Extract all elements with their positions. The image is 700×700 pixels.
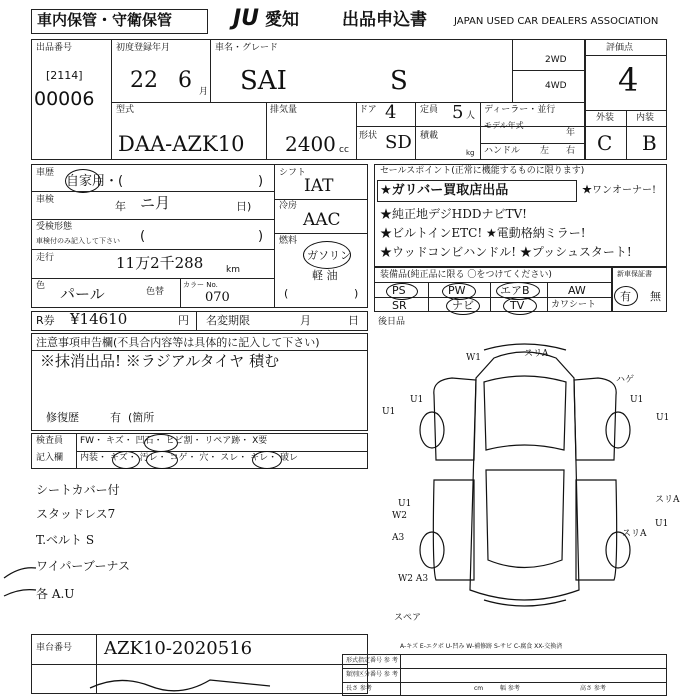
equip-tv-circle	[503, 297, 537, 315]
new-guarantee-yes-circle	[614, 286, 638, 306]
mark-right-5: U1	[655, 519, 669, 529]
accept-form-note: 車検付のみ記入して下さい	[36, 237, 120, 245]
inspector-label-1: 検査員	[36, 436, 64, 446]
history-label: 車歴	[36, 168, 55, 178]
notes-line-1: ※抹消出品! ※ラジアルタイヤ 積む	[40, 352, 280, 370]
equip-airbag[interactable]: エアB	[500, 284, 530, 297]
accept-form-open: (	[140, 229, 146, 244]
inspection-day-mark: 日)	[236, 200, 252, 213]
car-grade: S	[390, 66, 408, 96]
inspector-fw[interactable]: FW	[80, 436, 95, 446]
capacity-value: 5	[452, 102, 464, 123]
fuel-diesel[interactable]: 軽 油	[312, 269, 338, 282]
color-value: パール	[60, 285, 105, 303]
footer-unit: cm	[474, 685, 484, 692]
inspection-label: 車検	[36, 195, 55, 205]
shift-value: IAT	[304, 176, 334, 196]
mark-top-suri: スリA	[524, 349, 549, 359]
fuel-close: )	[354, 287, 359, 300]
aircon-value: AAC	[303, 210, 341, 230]
interior-dirt[interactable]: 汚レ	[139, 453, 158, 463]
memo-line-3: T.ベルト S	[36, 533, 95, 547]
document-title: 出品申込書	[342, 10, 427, 30]
interior-tear[interactable]: 破レ	[279, 453, 298, 463]
inspector-crack[interactable]: ヒビ割	[165, 436, 193, 446]
car-name-label: 車名・グレード	[215, 43, 279, 53]
mark-left-2: U1	[382, 407, 396, 417]
shape-value: SD	[385, 132, 412, 153]
mark-right-1: U1	[630, 395, 644, 405]
color-label: 色	[36, 281, 46, 291]
mark-top-w1: W1	[466, 353, 481, 363]
memo-line-2: スタッドレス7	[36, 507, 116, 521]
inspector-repair[interactable]: リペア跡	[204, 436, 241, 446]
equip-ps-circle	[386, 283, 418, 300]
mark-right-4: スリA	[622, 529, 647, 539]
load-label: 積載	[420, 131, 439, 141]
equip-sr[interactable]: SR	[392, 299, 407, 312]
name-change-month: 月	[300, 314, 311, 327]
handle-left[interactable]: 左	[540, 146, 550, 156]
name-change-label: 名変期限	[206, 314, 250, 327]
new-guarantee-label: 新車保証書	[617, 270, 652, 278]
car-name: SAI	[240, 66, 287, 96]
organization-name: JAPAN USED CAR DEALERS ASSOCIATION	[454, 16, 659, 27]
footer-r1: 形式指定番号 参 考	[346, 657, 398, 664]
score-label: 評価点	[606, 43, 634, 53]
memo-line-4: ワイパーブーナス	[36, 559, 130, 573]
equip-navi-circle	[446, 297, 480, 315]
registration-year: 22	[130, 68, 158, 93]
interior-cut[interactable]: キレ	[250, 453, 269, 463]
new-guarantee-yes[interactable]: 有	[620, 290, 631, 303]
fuel-open: (	[284, 287, 289, 300]
lot-number: 00006	[34, 88, 95, 110]
mark-left-3: W2	[392, 511, 407, 521]
sales-line-4: ★ウッドコンビハンドル! ★プッシュスタート!	[380, 245, 632, 259]
doors-label: ドア	[359, 105, 377, 115]
sales-points-header: セールスポイント(正常に機能するものに限ります)	[380, 166, 585, 176]
memo-line-1: シートカバー付	[36, 483, 120, 497]
chassis-value: AZK10-2020516	[104, 638, 253, 659]
repair-has[interactable]: 有	[110, 411, 121, 424]
diagram-legend: A-キズ E-エクボ U-凹み W-補修跡 S-サビ C-腐食 XX-交換済	[400, 643, 563, 650]
displacement-label: 排気量	[270, 105, 298, 115]
footer-r4: 幅 参考	[500, 685, 520, 692]
sales-line-2: ★純正地デジHDDナビTV!	[380, 207, 527, 221]
mark-bottom-spare: スペア	[394, 613, 422, 623]
fuel-label: 燃料	[279, 236, 298, 246]
interior-scratch-circle	[109, 451, 140, 469]
name-change-day: 日	[348, 314, 359, 327]
model-year-mark: 年	[566, 128, 576, 138]
new-guarantee-no[interactable]: 無	[650, 290, 661, 303]
accept-form-label: 受検形態	[36, 222, 73, 232]
inspector-scratch[interactable]: キズ	[105, 436, 124, 446]
interior-grade: B	[642, 131, 657, 155]
interior-label: 内装	[636, 113, 655, 123]
fuel-gasoline-circle	[303, 241, 351, 269]
interior-dirt-circle	[146, 451, 178, 469]
model-label: 型式	[116, 105, 135, 115]
model-year-label: モデル年式	[484, 121, 524, 130]
shift-label: シフト	[279, 168, 307, 178]
capacity-label: 定員	[420, 105, 439, 115]
interior-wear-circle	[252, 451, 282, 469]
drive-4wd[interactable]: 4WD	[545, 81, 567, 91]
sales-line-1: ★ワンオーナー!	[582, 185, 657, 196]
doors-value: 4	[385, 102, 397, 123]
mark-right-3: スリA	[655, 495, 680, 505]
load-unit: kg	[466, 149, 475, 157]
score-value: 4	[618, 61, 639, 99]
exterior-grade: C	[597, 131, 613, 155]
after-label: 後日品	[378, 317, 406, 327]
signature-scribble	[80, 668, 280, 696]
registration-month: 6	[178, 68, 192, 93]
color-code: 070	[205, 290, 230, 305]
inspector-row-2: 内装・ キズ・ 汚レ・ コゲ・ 穴・ スレ・ キレ・ 破レ	[80, 453, 298, 463]
chassis-label: 車台番号	[36, 643, 73, 653]
memo-strikes	[0, 560, 130, 610]
color-code2-label: カラー No.	[183, 281, 218, 289]
mileage-label: 走行	[36, 253, 55, 263]
mark-left-1: U1	[410, 395, 424, 405]
recycle-value: ¥14610	[70, 310, 128, 328]
footer-r2: 類別区分番号 参 考	[346, 671, 398, 678]
drive-2wd[interactable]: 2WD	[545, 55, 567, 65]
fuel-gasoline[interactable]: ガソリン	[307, 249, 351, 262]
inspector-x-need[interactable]: X要	[252, 436, 268, 446]
history-close: )	[258, 174, 264, 189]
mark-left-6: W2 A3	[398, 574, 429, 584]
mark-left-4: A3	[392, 533, 405, 543]
interior-label-tag: 内装	[80, 453, 99, 463]
repair-place: (箇所	[128, 411, 155, 424]
displacement-value: 2400	[285, 132, 336, 156]
interior-burn[interactable]: コゲ	[169, 453, 188, 463]
inspector-label-2: 記入欄	[36, 453, 64, 463]
model-value: DAA-AZK10	[118, 132, 245, 156]
color-code-label: 色替	[146, 287, 165, 297]
repair-label: 修復歴	[46, 411, 79, 424]
aircon-label: 冷房	[279, 201, 298, 211]
logo-area: 愛知	[265, 10, 299, 30]
equip-tv[interactable]: TV	[510, 299, 525, 312]
inspection-value: ニ月	[140, 194, 171, 212]
history-circle	[65, 169, 101, 193]
equip-pw[interactable]: PW	[448, 284, 466, 297]
registration-label: 初度登録年月	[116, 43, 171, 53]
sales-line-3: ★ビルトインETC! ★電動格納ミラー!	[380, 226, 586, 240]
equip-aw[interactable]: AW	[568, 284, 586, 297]
interior-hole[interactable]: 穴	[199, 453, 209, 463]
history-value: 自家用・(	[66, 174, 124, 189]
mileage-unit: km	[226, 265, 240, 275]
interior-scratch[interactable]: キズ	[109, 453, 128, 463]
chip-circle	[144, 434, 178, 452]
sales-banner-text: ★ガリバー買取店出品	[380, 183, 509, 198]
handle-right[interactable]: 右	[566, 146, 576, 156]
equip-ps[interactable]: PS	[392, 284, 406, 297]
displacement-unit: cc	[339, 145, 349, 155]
exterior-label: 外装	[596, 113, 615, 123]
inspector-row-1: FW・ キズ・ 凹石・ ヒビ割・ リペア跡・ X要	[80, 436, 268, 446]
inspection-year-mark: 年	[115, 200, 126, 213]
storage-badge-text: 車内保管・守衛保管	[37, 11, 173, 29]
footer-r3: 長さ 参考	[346, 685, 372, 692]
registration-month-unit: 月	[199, 87, 209, 97]
mark-right-2: U1	[656, 413, 670, 423]
shape-label: 形状	[359, 131, 378, 141]
equip-navi[interactable]: ナビ	[452, 299, 474, 312]
recycle-unit: 円	[178, 314, 189, 327]
equipment-header: 装備品(純正品に限る 〇をつけてください)	[380, 270, 552, 280]
interior-wear[interactable]: スレ	[220, 453, 239, 463]
mileage-value: 11万2千288	[116, 254, 204, 272]
footer-r5: 高さ 参考	[580, 685, 606, 692]
mark-left-5: U1	[398, 499, 412, 509]
lot-code: [2114]	[46, 69, 83, 82]
memo-line-5: 各 A.U	[36, 587, 75, 601]
handle-label: ハンドル	[484, 146, 521, 156]
logo-mark: JU	[233, 6, 260, 31]
dealer-label: ディーラー・並行	[484, 105, 556, 115]
accept-form-close: )	[258, 229, 264, 244]
inspector-chip[interactable]: 凹石	[135, 436, 154, 446]
recycle-label: R券	[36, 314, 55, 327]
mark-top-hage: ハゲ	[616, 375, 635, 385]
lot-label: 出品番号	[36, 43, 73, 53]
equip-leather-seat[interactable]: カワシート	[551, 300, 597, 310]
notes-header: 注意事項申告欄(不具合内容等は具体的に記入して下さい)	[36, 336, 320, 349]
capacity-unit: 人	[466, 111, 476, 121]
